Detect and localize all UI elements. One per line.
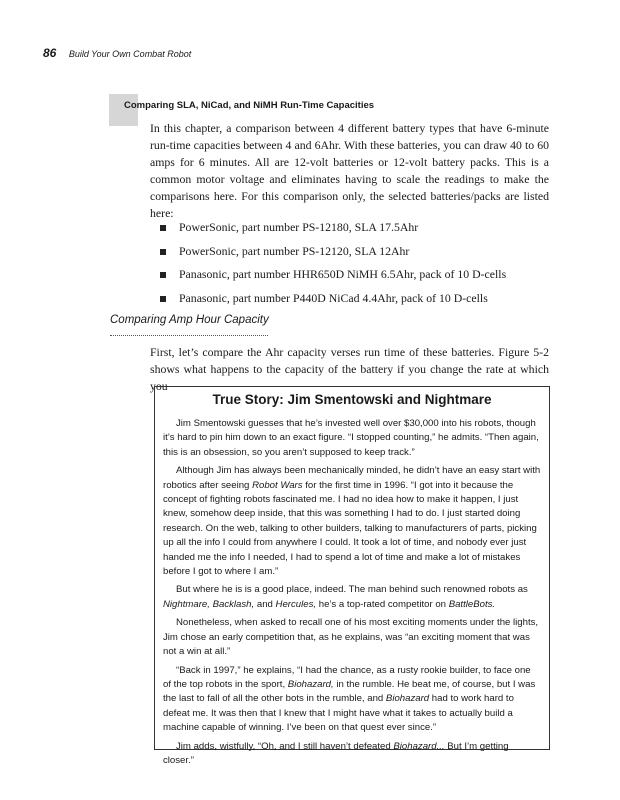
section-paragraph: First, let’s compare the Ahr capacity verses run time of these batteries. Figure 5-2 shows what happens to the capacity of the battery if you change the rate at which you — [150, 345, 549, 393]
intro-paragraph: In this chapter, a comparison between 4 different battery types that have 6-minute run-time capacities between 4 and 6Ahr. With these batteries, you can draw 40 to 60 amps for 6 minutes. All are 12-volt batteries or 12-volt battery packs. This is a common motor voltage and eliminates having to scale the readings to make the comparisons here. For this comparison only, the selected batteries/packs are listed here: — [150, 121, 549, 220]
page-number: 86 — [43, 46, 57, 60]
true-story-box — [154, 386, 550, 766]
story-paragraph: Nonetheless, when asked to recall one of his most exciting moments under the lights, Jim chose an early competition that, as he explains, was “an exciting moment that was not a win at all.” — [163, 617, 539, 658]
running-header — [43, 44, 191, 62]
bullet-icon — [160, 249, 166, 255]
story-paragraph: Jim adds, wistfully, “Oh, and I still haven’t defeated Biohazard... But I’m getting closer.” — [163, 740, 509, 766]
story-paragraph: “Back in 1997,” he explains, “I had the chance, as a rusty rookie builder, to face one of the top robots in the sport, Biohazard, in the rumble. He beat me, of course, but I was the last to fall of all the other bots in the rumble, and Biohazard had to work hard to defeat me. It was then that I knew that I might have what it takes to actually build a machine capable of winning. I’ve been on that quest ever since.” — [163, 664, 536, 734]
bullet-icon — [160, 272, 166, 278]
list-item: Panasonic, part number P440D NiCad 4.4Ahr, pack of 10 D-cells — [160, 290, 506, 314]
story-paragraph: But where he is is a good place, indeed. The man behind such renowned robots as Nightmare, Backlash, and Hercules, he’s a top-rated competitor on BattleBots. — [163, 584, 528, 610]
list-item: PowerSonic, part number PS-12180, SLA 17.5Ahr — [160, 219, 506, 243]
bullet-icon — [160, 296, 166, 302]
story-paragraph: Jim Smentowski guesses that he’s invested well over $30,000 into his robots, though it’s hard to pin him down to an exact figure. “I stopped counting,” he admits. “Then again, this is an obsession, so you aren’t supposed to keep track.” — [163, 418, 539, 458]
list-item: PowerSonic, part number PS-12120, SLA 12Ahr — [160, 243, 506, 267]
running-title: Build Your Own Combat Robot — [68, 49, 192, 59]
story-title: True Story: Jim Smentowski and Nightmare — [212, 392, 492, 407]
section-heading: Comparing Amp Hour Capacity — [110, 314, 269, 326]
battery-list — [160, 219, 506, 313]
sidebar-heading: Comparing SLA, NiCad, and NiMH Run-Time Capacities — [124, 100, 375, 111]
bullet-icon — [160, 225, 166, 231]
story-paragraph: Although Jim has always been mechanically minded, he didn’t have an easy start with robotics after seeing Robot Wars for the first time in 1996. “I got into it because the concept of fighting robots fascinated me. I had no idea how to make it happen, I just knew, somehow deep inside, that this was something I had to do. I just started doing research. On the web, talking to other builders, talking to manufacturers of parts, picking up all the info I could from anywhere I could. It took a lot of time, and nobody ever just handed me the info I needed, I had to spend a lot of time and make a lot of mistakes before I got to where I am.” — [163, 465, 541, 578]
section-divider — [110, 335, 268, 336]
list-item: Panasonic, part number HHR650D NiMH 6.5Ahr, pack of 10 D-cells — [160, 266, 506, 290]
